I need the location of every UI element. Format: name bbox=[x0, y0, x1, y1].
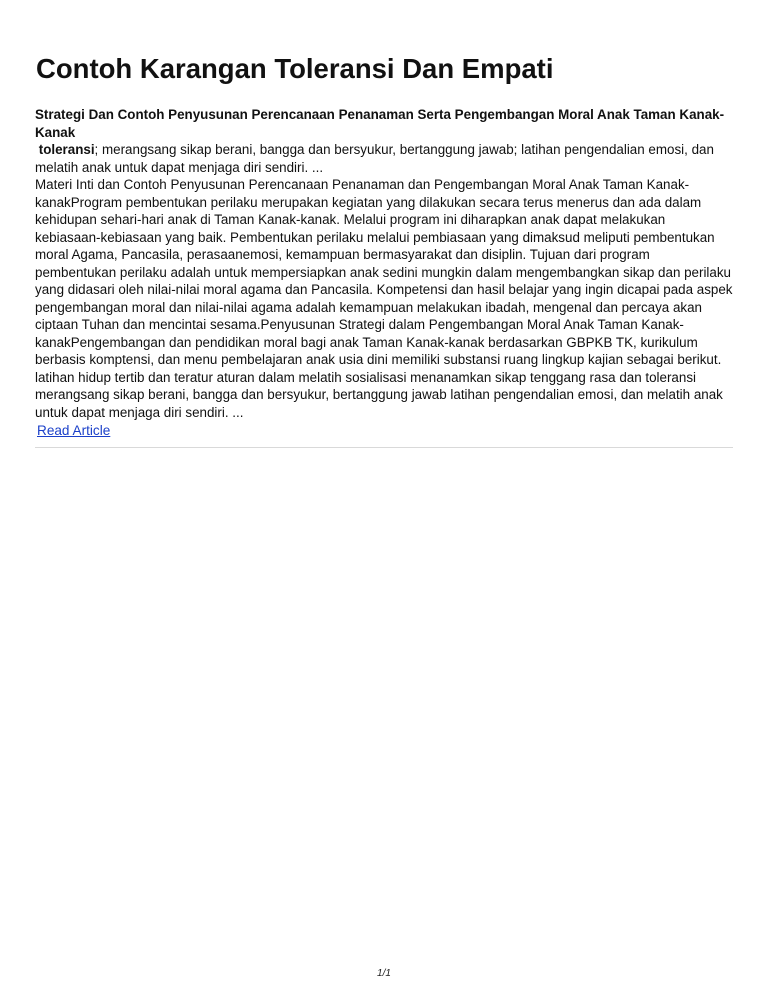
page-number: 1/1 bbox=[377, 968, 391, 979]
article-entry bbox=[35, 106, 733, 440]
article-snippet bbox=[35, 141, 733, 176]
article-heading: Strategi Dan Contoh Penyusunan Perencanaan Penanaman Serta Pengembangan Moral Anak Taman Kanak-Kanak bbox=[35, 107, 725, 140]
divider bbox=[35, 447, 733, 448]
snippet-text: ; merangsang sikap berani, bangga dan bersyukur, bertanggung jawab; latihan pengendalian emosi, dan melatih anak untuk dapat menjaga diri sendiri. ... bbox=[35, 142, 714, 175]
page-title: Contoh Karangan Toleransi Dan Empati bbox=[36, 53, 554, 84]
keyword-highlight: toleransi bbox=[38, 142, 95, 157]
article-body: Materi Inti dan Contoh Penyusunan Perencanaan Penanaman dan Pengembangan Moral Anak Taman Kanak-kanakProgram pembentukan perilaku merupakan kegiatan yang dilakukan secara terus menerus dan ada dalam kehidupan sehari-hari anak di Taman Kanak-kanak. Melalui program ini diharapkan anak dapat melakukan kebiasaan-kebiasaan yang baik. Pembentukan perilaku melalui pembiasaan yang dimaksud meliputi pembentukan moral Agama, Pancasila, perasaanemosi, kemampuan bermasyarakat dan disiplin. Tujuan dari program pembentukan perilaku adalah untuk mempersiapkan anak sedini mungkin dalam mengembangkan sikap dan perilaku yang didasari oleh nilai-nilai moral agama dan Pancasila. Kompetensi dan hasil belajar yang ingin dicapai pada aspek pengembangan moral dan nilai-nilai agama adalah kemampuan melakukan ibadah, mengenal dan percaya akan ciptaan Tuhan dan mencintai sesama.Penyusunan Strategi dalam Pengembangan Moral Anak Taman Kanak-kanakPengembangan dan pendidikan moral bagi anak Taman Kanak-kanak berdasarkan GBPKB TK, kurikulum berbasis komptensi, dan menu pembelajaran anak usia dini memiliki substansi ruang lingkup kajian sebagai berikut. latihan hidup tertib dan teratur aturan dalam melatih sosialisasi menanamkan sikap tenggang rasa dan toleransi merangsang sikap berani, bangga dan bersyukur, bertanggung jawab latihan pengendalian emosi, dan melatih anak untuk dapat menjaga diri sendiri. ... bbox=[35, 177, 733, 420]
read-article-link[interactable]: Read Article bbox=[37, 423, 111, 438]
